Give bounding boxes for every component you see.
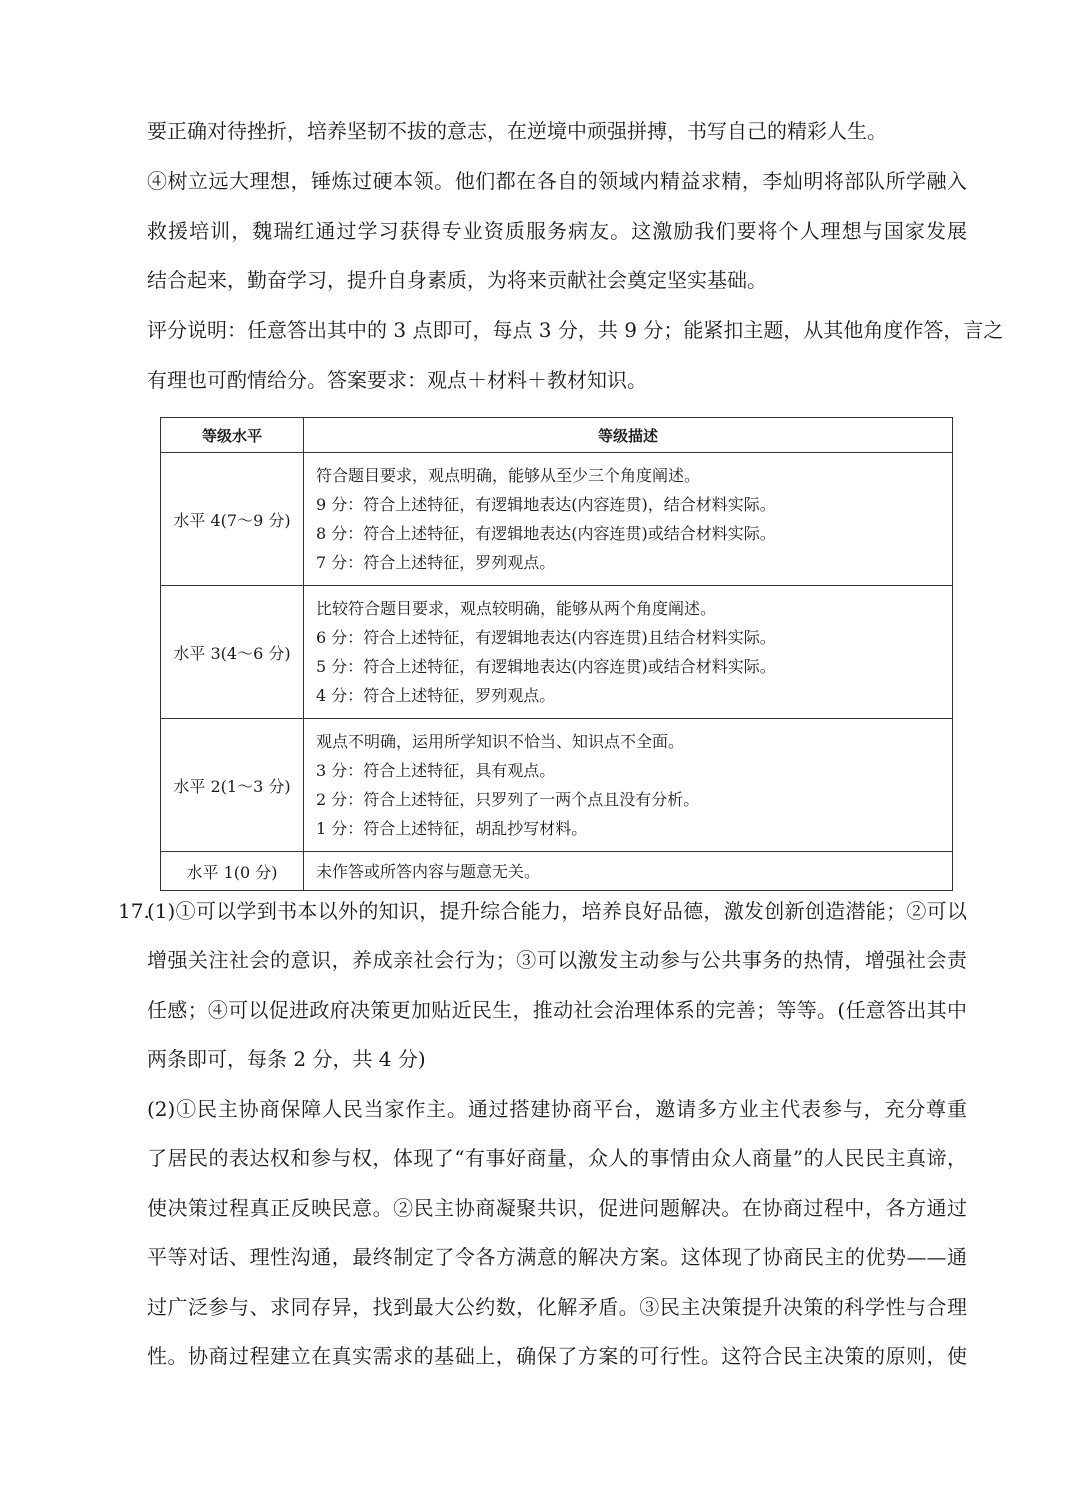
description-line: 未作答或所答内容与题意无关。 [316, 861, 541, 881]
answer-line: (2)①民主协商保障人民当家作主。通过搭建协商平台，邀请多方业主代表参与，充分尊重 [147, 1097, 967, 1121]
level-cell: 水平 4(7～9 分) [161, 453, 304, 586]
table-row [161, 453, 953, 586]
table-row [161, 586, 953, 719]
scoring-note-line: 评分说明：任意答出其中的 3 点即可，每点 3 分，共 9 分；能紧扣主题，从其他角度作答，言之 [147, 318, 1004, 342]
description-line: 5 分：符合上述特征，有逻辑地表达(内容连贯)或结合材料实际。 [316, 657, 776, 676]
grading-table [160, 417, 953, 891]
answer-line: 任感；④可以促进政府决策更加贴近民生，推动社会治理体系的完善；等等。(任意答出其中 [147, 998, 967, 1022]
description-cell [304, 852, 953, 891]
table-row [161, 719, 953, 852]
description-cell [304, 586, 953, 719]
text-line: 结合起来，勤奋学习，提升自身素质，为将来贡献社会奠定坚实基础。 [147, 268, 767, 292]
scoring-note-line: 有理也可酌情给分。答案要求：观点＋材料＋教材知识。 [147, 368, 647, 392]
table-header-row [161, 418, 953, 453]
level-cell: 水平 2(1～3 分) [161, 719, 304, 852]
description-line: 2 分：符合上述特征，只罗列了一两个点且没有分析。 [316, 790, 700, 809]
answer-line: 增强关注社会的意识，养成亲社会行为；③可以激发主动参与公共事务的热情，增强社会责 [147, 948, 967, 972]
description-line: 8 分：符合上述特征，有逻辑地表达(内容连贯)或结合材料实际。 [316, 524, 776, 543]
description-line: 符合题目要求，观点明确，能够从至少三个角度阐述。 [316, 466, 701, 485]
answer-line: (1)①可以学到书本以外的知识，提升综合能力，培养良好品德，激发创新创造潜能；②可以 [147, 899, 967, 923]
question-number: 17. [118, 899, 150, 923]
answer-line: 过广泛参与、求同存异，找到最大公约数，化解矛盾。③民主决策提升决策的科学性与合理 [147, 1295, 967, 1319]
description-line: 3 分：符合上述特征，具有观点。 [316, 761, 556, 780]
answer-line: 使决策过程真正反映民意。②民主协商凝聚共识，促进问题解决。在协商过程中，各方通过 [147, 1196, 967, 1220]
answer-line: 两条即可，每条 2 分，共 4 分) [147, 1047, 426, 1071]
header-description: 等级描述 [304, 418, 953, 453]
text-line: 救援培训，魏瑞红通过学习获得专业资质服务病友。这激励我们要将个人理想与国家发展 [147, 219, 967, 243]
description-line: 6 分：符合上述特征，有逻辑地表达(内容连贯)且结合材料实际。 [316, 628, 776, 647]
table-row [161, 852, 953, 891]
description-line: 9 分：符合上述特征，有逻辑地表达(内容连贯)，结合材料实际。 [316, 495, 776, 514]
answer-line: 性。协商过程建立在真实需求的基础上，确保了方案的可行性。这符合民主决策的原则，使 [147, 1344, 967, 1368]
answer-line: 平等对话、理性沟通，最终制定了令各方满意的解决方案。这体现了协商民主的优势——通 [147, 1245, 967, 1269]
answer-line: 了居民的表达权和参与权，体现了“有事好商量，众人的事情由众人商量”的人民民主真谛， [147, 1146, 967, 1170]
description-line: 4 分：符合上述特征，罗列观点。 [316, 686, 556, 705]
description-cell [304, 453, 953, 586]
header-level: 等级水平 [161, 418, 304, 453]
description-line: 观点不明确，运用所学知识不恰当、知识点不全面。 [316, 732, 685, 751]
level-cell: 水平 3(4～6 分) [161, 586, 304, 719]
description-line: 1 分：符合上述特征，胡乱抄写材料。 [316, 819, 588, 838]
text-line: ④树立远大理想，锤炼过硬本领。他们都在各自的领域内精益求精，李灿明将部队所学融入 [147, 169, 967, 193]
description-line: 7 分：符合上述特征，罗列观点。 [316, 553, 556, 572]
description-cell [304, 719, 953, 852]
description-line: 比较符合题目要求，观点较明确，能够从两个角度阐述。 [316, 599, 717, 618]
text-line: 要正确对待挫折，培养坚韧不拔的意志，在逆境中顽强拼搏，书写自己的精彩人生。 [147, 119, 887, 143]
level-cell: 水平 1(0 分) [161, 852, 304, 891]
